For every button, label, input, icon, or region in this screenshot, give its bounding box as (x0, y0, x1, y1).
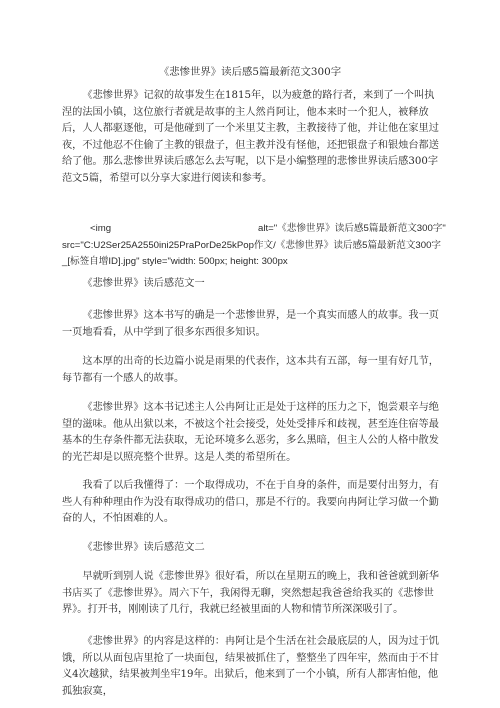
section2-paragraph-2: 《悲惨世界》的内容是这样的：冉阿让是个生活在社会最底层的人，因为过于饥饿，所以从面包店里抢了一块面包，结果被抓住了，整整坐了四年牢，然而由于不甘义4次越狱，结果被判坐牢19年。出狱后，他来到了一个小镇，所有人都害怕他，他孤独寂寞， (62, 636, 439, 697)
section2-paragraph-1: 早就听到别人说《悲惨世界》很好看，所以在星期五的晚上，我和爸爸就到新华书店买了《悲惨世界》。周六下午，我闲得无聊，突然想起我爸爸给我买的《悲惨世界》。打开书，刚刚读了几行，我就已经被里面的人物和情节所深深吸引了。 (62, 571, 439, 616)
image-tag-text (62, 221, 444, 271)
section2-heading: 《悲惨世界》读后感范文二 (82, 542, 205, 553)
section1-heading: 《悲惨世界》读后感范文一 (82, 278, 205, 289)
section1-paragraph-4: 我看了以后我懂得了：一个取得成功，不在于自身的条件，而是要付出努力，有些人有种种理由作为没有取得成功的借口，那是不行的。我要向冉阿让学习做一个勤奋的人，不怕困难的人。 (62, 480, 439, 525)
section1-paragraph-2: 这本厚的出奇的长边篇小说是雨果的代表作，这本共有五部，每一里有好几节，每节都有一个感人的故事。 (62, 356, 439, 384)
section1-paragraph-3: 《悲惨世界》这本书记述主人公冉阿让正是处于这样的压力之下，饱尝艰辛与绝望的滋味。他从出狱以来，不被这个社会接受，处处受排斥和歧视，甚至连住宿等最基本的生存条件都无法获取，无论环境多么恶劣，多么黑暗，但主人公的人格中散发的光芒却是以照亮整个世界。这是人类的希望所在。 (62, 402, 439, 463)
image-tag-line (62, 221, 444, 238)
intro-paragraph: 《悲惨世界》记叙的故事发生在1815年，以为疲惫的路行者，来到了一个叫执涅的法国小镇，这位旅行者就是故事的主人然肖阿让，他本来时一个犯人，被释放后，人人都驱逐他，可是他碰到了一个米里艾主教，主教接待了他，并让他在家里过夜，不过他忍不住偷了主教的银盘子，但主教并没有怪他，还把银盘子和银烛台都送给了他。那么悲惨世界读后感怎么去写呢，以下是小编整理的悲惨世界读后感300字范文5篇，希望可以分享大家进行阅读和参考。 (62, 90, 439, 184)
image-tag-alt: alt="《悲惨世界》读后感5篇最新范文300字" (258, 223, 446, 234)
section1-paragraph-1: 《悲惨世界》这本书写的确是一个悲惨世界，是一个真实而感人的故事。我一页一页地看看，从中学到了很多东西很多知识。 (62, 310, 439, 338)
document-title: 《悲惨世界》读后感5篇最新范文300字 (158, 66, 342, 78)
image-tag-open: <img (90, 223, 112, 234)
image-tag-src: src="C:U2Ser25A2550ini25PraPorDe25kPop作文/《悲惨世界》读后感5篇最新范文300字_[标签自增ID].jpg" style="width: 500px; height: 300px (62, 239, 442, 268)
